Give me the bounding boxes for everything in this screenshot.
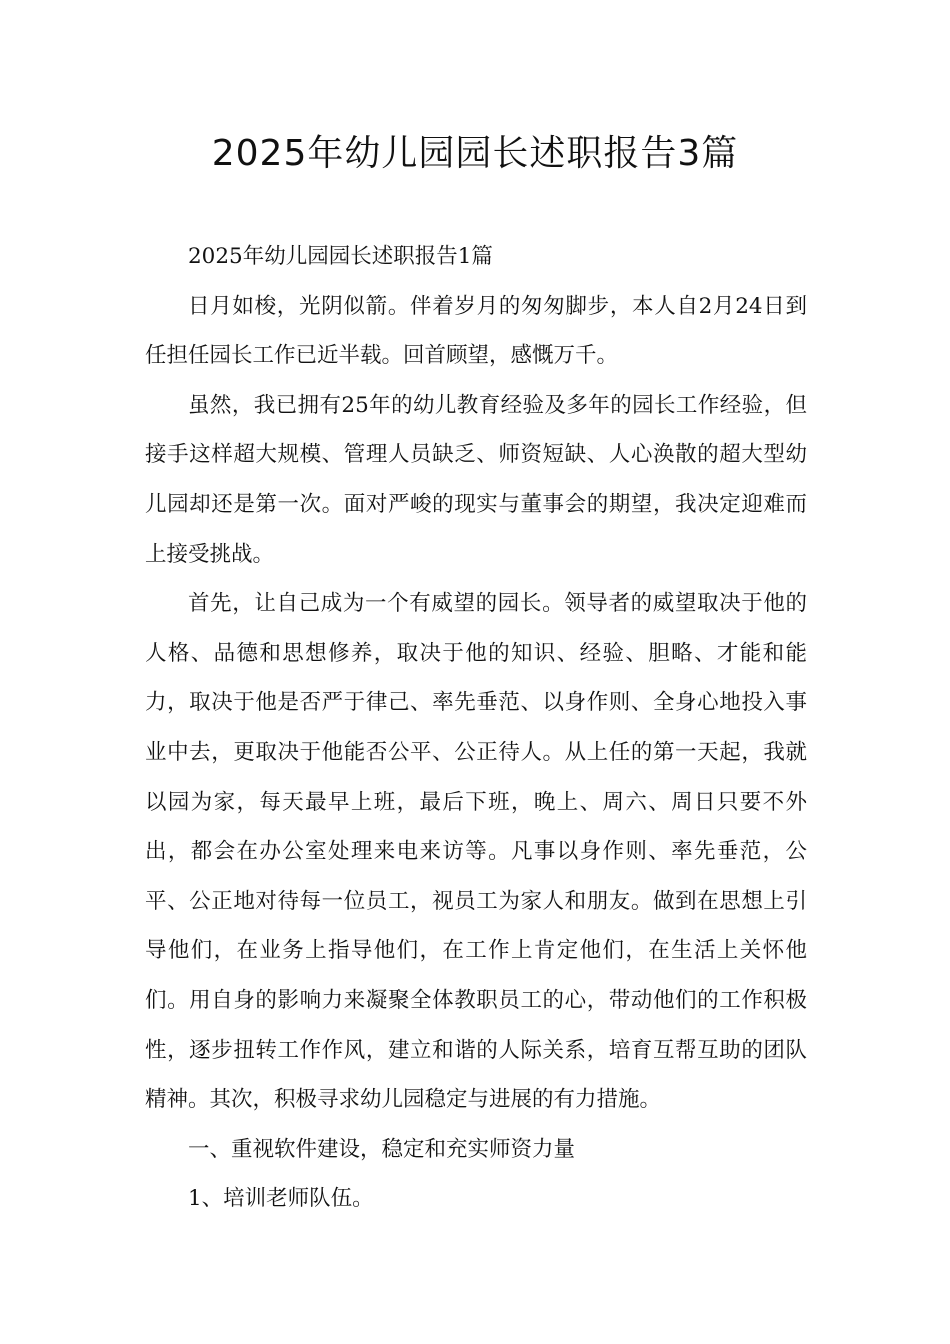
paragraph: 首先，让自己成为一个有威望的园长。领导者的威望取决于他的人格、品德和思想修养，取决于他的知识、经验、胆略、才能和能力，取决于他是否严于律己、率先垂范、以身作则、全身心地投入事业中去，更取决于他能否公平、公正待人。从上任的第一天起，我就以园为家，每天最早上班，最后下班，晚上、周六、周日只要不外出，都会在办公室处理来电来访等。凡事以身作则、率先垂范，公平、公正地对待每一位员工，视员工为家人和朋友。做到在思想上引导他们，在业务上指导他们，在工作上肯定他们，在生活上关怀他们。用自身的影响力来凝聚全体教职员工的心，带动他们的工作积极性，逐步扭转工作作风，建立和谐的人际关系，培育互帮互助的团队精神。其次，积极寻求幼儿园稳定与进展的有力措施。 [145, 591, 807, 1113]
subsection-heading: 一、重视软件建设，稳定和充实师资力量 [188, 1136, 576, 1162]
document-body [145, 232, 807, 1224]
list-item: 1、培训老师队伍。 [188, 1186, 374, 1212]
paragraph: 日月如梭，光阴似箭。伴着岁月的匆匆脚步，本人自2月24日到任担任园长工作已近半载。回首顾望，感慨万千。 [145, 293, 807, 369]
section-heading: 2025年幼儿园园长述职报告1篇 [188, 244, 493, 269]
document-title: 2025年幼儿园园长述职报告3篇 [211, 133, 739, 174]
paragraph: 虽然，我已拥有25年的幼儿教育经验及多年的园长工作经验，但接手这样超大规模、管理人员缺乏、师资短缺、人心涣散的超大型幼儿园却还是第一次。面对严峻的现实与董事会的期望，我决定迎难而上接受挑战。 [145, 392, 807, 567]
